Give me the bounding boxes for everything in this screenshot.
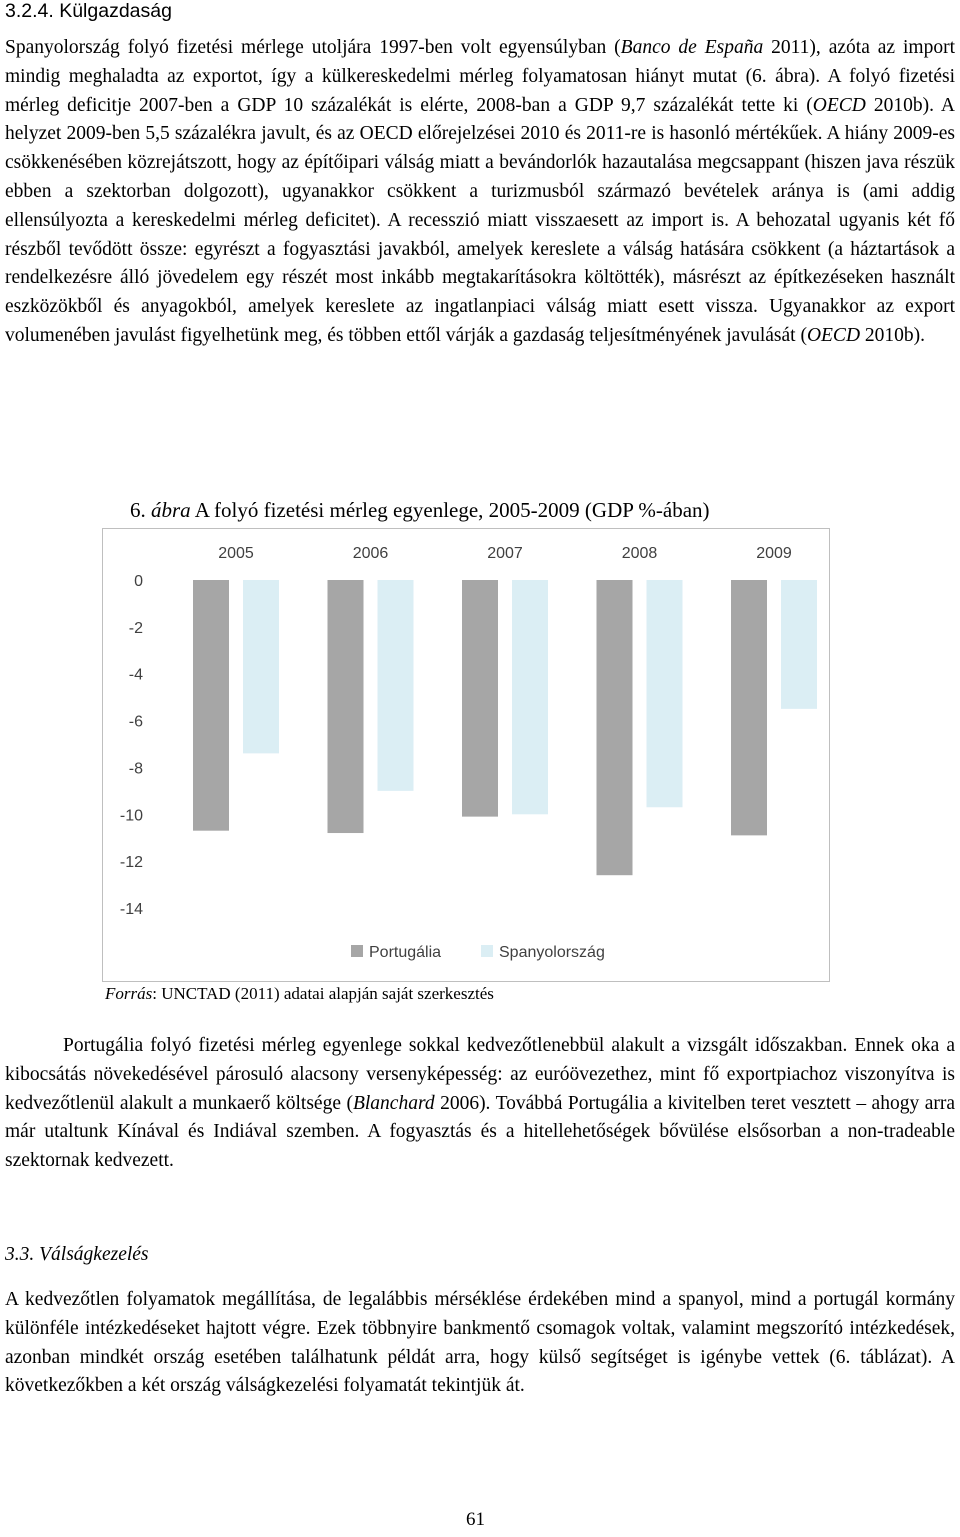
y-tick-label: -10 bbox=[119, 807, 143, 825]
source-text: : UNCTAD (2011) adatai alapján saját szerkesztés bbox=[152, 984, 494, 1003]
section2-heading bbox=[5, 1244, 149, 1266]
spain-bar-2006 bbox=[378, 580, 414, 791]
legend-swatch bbox=[351, 945, 363, 957]
source-label: Forrás bbox=[105, 984, 153, 1003]
portugal-bar-2006 bbox=[328, 580, 364, 833]
paragraph2-run: Portugália folyó fizetési mérleg egyenlege sokkal kedvezőtlenebbül alakult a vizsgált időszakban. Ennek oka a kibocsátás növekedésével párosuló alacsony versenyképesség: az euróövezethez, mint fő exportpiachoz viszonyítva is kedvezőtlenül alakult a munkaerő költsége ( bbox=[5, 1035, 955, 1114]
paragraph1-run: 2011), azóta az import mindig meghaladta az exportot, így a külkereskedelmi mérleg folyamatosan hiányt mutat (6. ábra). A folyó fizetési mérleg deficitje 2007-ben a GDP 10 százalékát is elérte, 2008-ban a GDP 9,7 százalékát tette ki ( bbox=[5, 37, 955, 116]
figure-source bbox=[105, 984, 494, 1004]
legend-swatch bbox=[481, 945, 493, 957]
figure-label: ábra bbox=[151, 498, 191, 522]
portugal-bar-2007 bbox=[462, 580, 498, 817]
y-tick-label: -2 bbox=[128, 619, 143, 637]
bar-chart bbox=[102, 528, 830, 982]
legend-label: Portugália bbox=[369, 944, 442, 961]
paragraph1-run: 2010b). bbox=[860, 324, 926, 346]
spain-bar-2008 bbox=[647, 580, 683, 807]
paragraph2-run: 2006). Továbbá Portugália a kivitelben teret vesztett – ahogy arra már utaltunk Kínával és Indiával szemben. A fogyasztás és a hitellehetőségek bővülése elsősorban a non-tradeable szektornak kedvezett. bbox=[5, 1092, 955, 1172]
category-label: 2009 bbox=[756, 545, 792, 562]
section-heading: 3.2.4. Külgazdaság bbox=[5, 0, 172, 22]
legend-label: Spanyolország bbox=[499, 944, 605, 961]
paragraph1-run: OECD bbox=[806, 324, 861, 346]
y-tick-label: 0 bbox=[134, 573, 143, 590]
spain-bar-2007 bbox=[512, 580, 548, 814]
paragraph-portugalia bbox=[5, 1032, 955, 1176]
y-tick-label: -12 bbox=[119, 854, 143, 872]
category-label: 2006 bbox=[352, 545, 389, 562]
y-tick-label: -4 bbox=[128, 666, 143, 684]
category-label: 2007 bbox=[487, 545, 523, 562]
portugal-bar-2005 bbox=[193, 580, 229, 831]
paragraph1-run: 2010b). A helyzet 2009-ben 5,5 százalékra javult, és az OECD előrejelzései 2010 és 2011-re is hasonló mértékűek. A hiány 2009-es csökkenésében közrejátszott, hogy az építőipari válság miatt a bevándorlók hazautalása megcsappant (hiszen java részük ebben a szektorban dolgozott), ugyanakkor csökkent a turizmusból származó bevételek aránya is (ami addig ellensúlyozta a kereskedelmi mérleg deficitet). A recesszió miatt visszaesett az import is. A behozatal ugyanis két fő részből tevődött össze: egyrészt a fogyasztási javakból, amelyek kereslete a válság hatására csökkent (a háztartások a rendelkezésre álló jövedelem egy részét most inkább megtakarításokra költötték), másrészt az építkezéseken használt eszközökből és anyagokból, amelyek kereslete az ingatlanpiaci válság miatt esett vissza. Ugyanakkor az export volumenében javulást figyelhetünk meg, és többen ettől várják a gazdaság teljesítményének javulását ( bbox=[5, 94, 955, 346]
category-label: 2008 bbox=[621, 545, 658, 562]
chart-svg bbox=[103, 529, 829, 981]
y-tick-label: -14 bbox=[119, 901, 143, 918]
paragraph2-run: Blanchard bbox=[352, 1092, 435, 1114]
figure-number: 6. bbox=[130, 498, 146, 522]
portugal-bar-2008 bbox=[597, 580, 633, 875]
spain-bar-2009 bbox=[781, 580, 817, 709]
figure-title: A folyó fizetési mérleg egyenlege, 2005-2009 (GDP %-ában) bbox=[194, 498, 710, 522]
page-number: 61 bbox=[466, 1509, 485, 1530]
paragraph1-run: Banco de España bbox=[620, 37, 764, 58]
figure-caption bbox=[130, 498, 710, 523]
y-tick-label: -6 bbox=[128, 713, 143, 731]
paragraph1-run: OECD bbox=[812, 94, 866, 116]
spain-bar-2005 bbox=[243, 580, 279, 753]
paragraph1-run: Spanyolország folyó fizetési mérlege utoljára 1997-ben volt egyensúlyban ( bbox=[5, 37, 621, 58]
paragraph3-run: A kedvezőtlen folyamatok megállítása, de legalábbis mérséklése érdekében mind a spanyol, mind a portugál kormány különféle intézkedéseket hajtott végre. Ezek többnyire bankmentő csomagok voltak, valamint megszorító intézkedések, azonban mindkét ország esetében találhatunk példát arra, hogy külső segítséget is igénybe vettek (6. táblázat). A következőkben a két ország válságkezelési folyamatát tekintjük át. bbox=[5, 1289, 955, 1397]
portugal-bar-2009 bbox=[731, 580, 767, 835]
y-tick-label: -8 bbox=[128, 760, 143, 778]
paragraph-kulgazdasag bbox=[5, 34, 955, 351]
category-label: 2005 bbox=[218, 545, 254, 562]
paragraph-valsagkezeles bbox=[5, 1286, 955, 1401]
section2-heading-text: 3.3. Válságkezelés bbox=[5, 1244, 149, 1265]
